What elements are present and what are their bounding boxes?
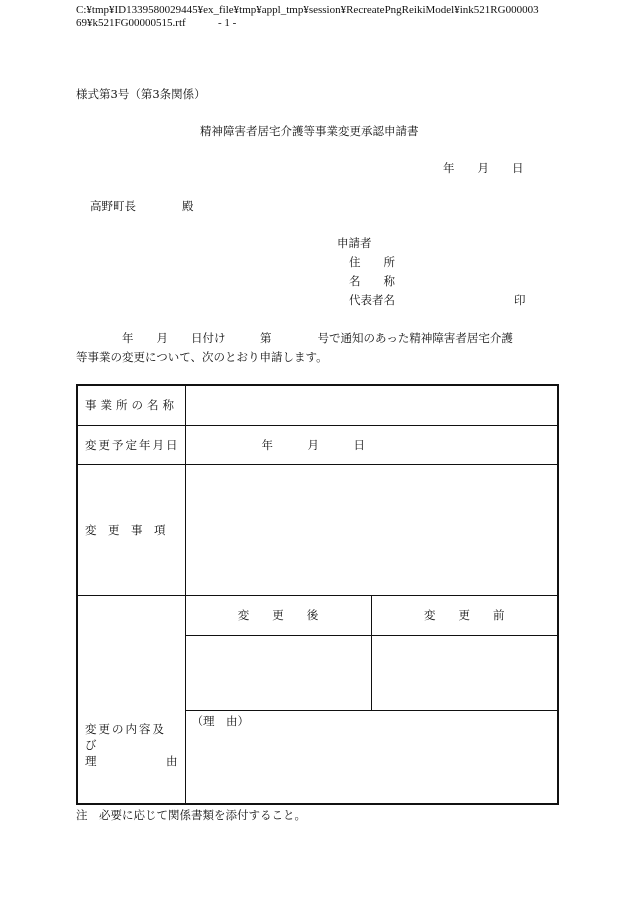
applicant-heading: 申請者 bbox=[337, 236, 372, 250]
date-line: 年 月 日 bbox=[443, 161, 524, 175]
change-details-label bbox=[77, 595, 185, 804]
change-details-label-line2 bbox=[85, 753, 178, 769]
form-title: 精神障害者居宅介護等事業変更承認申請書 bbox=[200, 124, 419, 138]
seal-mark: 印 bbox=[514, 293, 526, 307]
applicant-name-label: 名 称 bbox=[349, 274, 395, 288]
attachment-note: 注 必要に応じて関係書類を添付すること。 bbox=[76, 808, 306, 822]
after-change-field[interactable] bbox=[185, 635, 371, 710]
reason-char-right: 由 bbox=[166, 754, 178, 769]
body-text-line2: 等事業の変更について、次のとおり申請します。 bbox=[76, 350, 328, 364]
page-number: - 1 - bbox=[218, 17, 237, 29]
office-name-field[interactable] bbox=[185, 385, 558, 425]
change-item-field[interactable] bbox=[185, 464, 558, 595]
file-path-line2: 69¥k521FG00000515.rtf bbox=[76, 17, 186, 29]
after-change-header: 変 更 後 bbox=[185, 595, 371, 635]
applicant-representative-label: 代表者名 bbox=[349, 293, 395, 307]
reason-label: （理 由） bbox=[191, 713, 249, 728]
file-path-line1: C:¥tmp¥ID1339580029445¥ex_file¥tmp¥appl_tmp¥session¥RecreatePngReikiModel¥ink521RG000003 bbox=[76, 4, 539, 16]
planned-change-date-field[interactable] bbox=[185, 425, 558, 464]
body-text-line1: 年 月 日付け 第 号で通知のあった精神障害者居宅介護 bbox=[122, 331, 513, 345]
applicant-address-label: 住 所 bbox=[349, 255, 395, 269]
change-item-label: 変 更 事 項 bbox=[77, 464, 185, 595]
style-number: 様式第3号（第3条関係） bbox=[76, 87, 206, 101]
application-table bbox=[76, 384, 559, 805]
addressee-honorific: 殿 bbox=[182, 199, 194, 213]
reason-char-left: 理 bbox=[85, 754, 97, 769]
before-change-field[interactable] bbox=[371, 635, 558, 710]
addressee-name: 高野町長 bbox=[90, 199, 136, 213]
office-name-label: 事業所の名称 bbox=[77, 385, 185, 425]
planned-change-date-units: 年 月 日 bbox=[261, 437, 365, 452]
reason-field[interactable] bbox=[185, 710, 558, 804]
change-details-label-line1: 変更の内容及び bbox=[85, 722, 166, 753]
before-change-header: 変 更 前 bbox=[371, 595, 558, 635]
planned-change-date-label: 変更予定年月日 bbox=[77, 425, 185, 464]
